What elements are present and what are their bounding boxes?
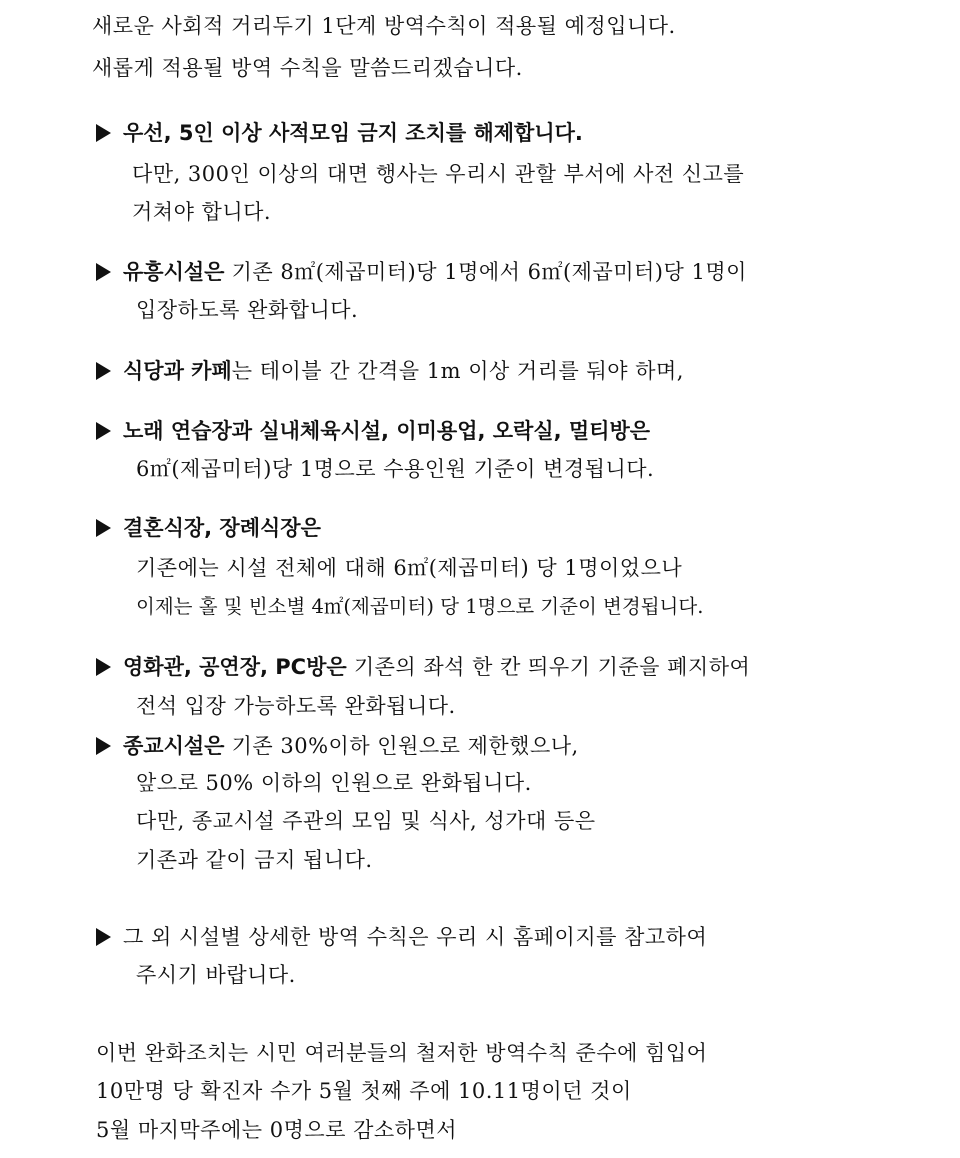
bullet-arrow-icon [96,263,111,281]
item-6-heading-tail: 기존의 좌석 한 칸 띄우기 기준을 폐지하여 [346,655,751,679]
bullet-arrow-icon [96,362,111,380]
outro-line-1: 이번 완화조치는 시민 여러분들의 철저한 방역수칙 준수에 힘입어 [96,1041,708,1065]
item-4-heading: 노래 연습장과 실내체육시설, 이미용업, 오락실, 멀티방은 [123,419,651,443]
bullet-arrow-icon [96,422,111,440]
item-4-line-1: 6㎡(제곱미터)당 1명으로 수용인원 기준이 변경됩니다. [136,457,655,481]
item-3-heading: 식당과 카페 [123,359,232,383]
bullet-arrow-icon [96,737,111,755]
item-1-line-2: 거쳐야 합니다. [132,200,272,224]
bullet-arrow-icon [96,928,111,946]
item-6-heading: 영화관, 공연장, PC방은 [123,655,347,679]
item-7-heading-tail: 기존 30%이하 인원으로 제한했으나, [224,734,579,758]
intro-line-1: 새로운 사회적 거리두기 1단계 방역수칙이 적용될 예정입니다. [92,14,676,38]
outro-line-2: 10만명 당 확진자 수가 5월 첫째 주에 10.11명이던 것이 [96,1079,632,1103]
item-3-heading-tail: 는 테이블 간 간격을 1m 이상 거리를 둬야 하며, [231,359,684,383]
item-7-line-2: 다만, 종교시설 주관의 모임 및 식사, 성가대 등은 [136,809,596,833]
item-5-line-2: 이제는 홀 및 빈소별 4㎡(제곱미터) 당 1명으로 기준이 변경됩니다. [136,595,704,618]
item-2-heading-tail: 기존 8㎡(제곱미터)당 1명에서 6㎡(제곱미터)당 1명이 [224,260,747,284]
item-7-line-1: 앞으로 50% 이하의 인원으로 완화됩니다. [136,771,532,795]
item-8-heading-tail: 그 외 시설별 상세한 방역 수칙은 우리 시 홈페이지를 참고하여 [123,925,708,949]
item-2-heading-row [96,257,747,287]
item-7-heading: 종교시설은 [123,734,225,758]
item-2-heading: 유흥시설은 [123,260,225,284]
item-1-heading: 우선, 5인 이상 사적모임 금지 조치를 해제합니다. [123,121,583,145]
item-8-line-1: 주시기 바랍니다. [136,963,296,987]
item-8-heading-row [96,922,707,952]
item-1-heading-row [96,118,583,148]
item-5-heading: 결혼식장, 장례식장은 [123,516,321,540]
outro-line-3: 5월 마지막주에는 0명으로 감소하면서 [96,1118,458,1142]
item-6-line-1: 전석 입장 가능하도록 완화됩니다. [136,694,456,718]
intro-line-2: 새롭게 적용될 방역 수칙을 말씀드리겠습니다. [92,56,523,80]
bullet-arrow-icon [96,658,111,676]
bullet-arrow-icon [96,124,111,142]
bullet-arrow-icon [96,519,111,537]
item-6-heading-row [96,652,750,682]
item-3-heading-row [96,356,684,386]
item-5-heading-row [96,513,321,543]
item-5-line-1: 기존에는 시설 전체에 대해 6㎡(제곱미터) 당 1명이었으나 [136,556,683,580]
item-2-line-1: 입장하도록 완화합니다. [136,298,359,322]
item-7-heading-row [96,731,579,761]
item-4-heading-row [96,416,650,446]
item-1-line-1: 다만, 300인 이상의 대면 행사는 우리시 관할 부서에 사전 신고를 [132,162,745,186]
item-7-line-3: 기존과 같이 금지 됩니다. [136,848,373,872]
